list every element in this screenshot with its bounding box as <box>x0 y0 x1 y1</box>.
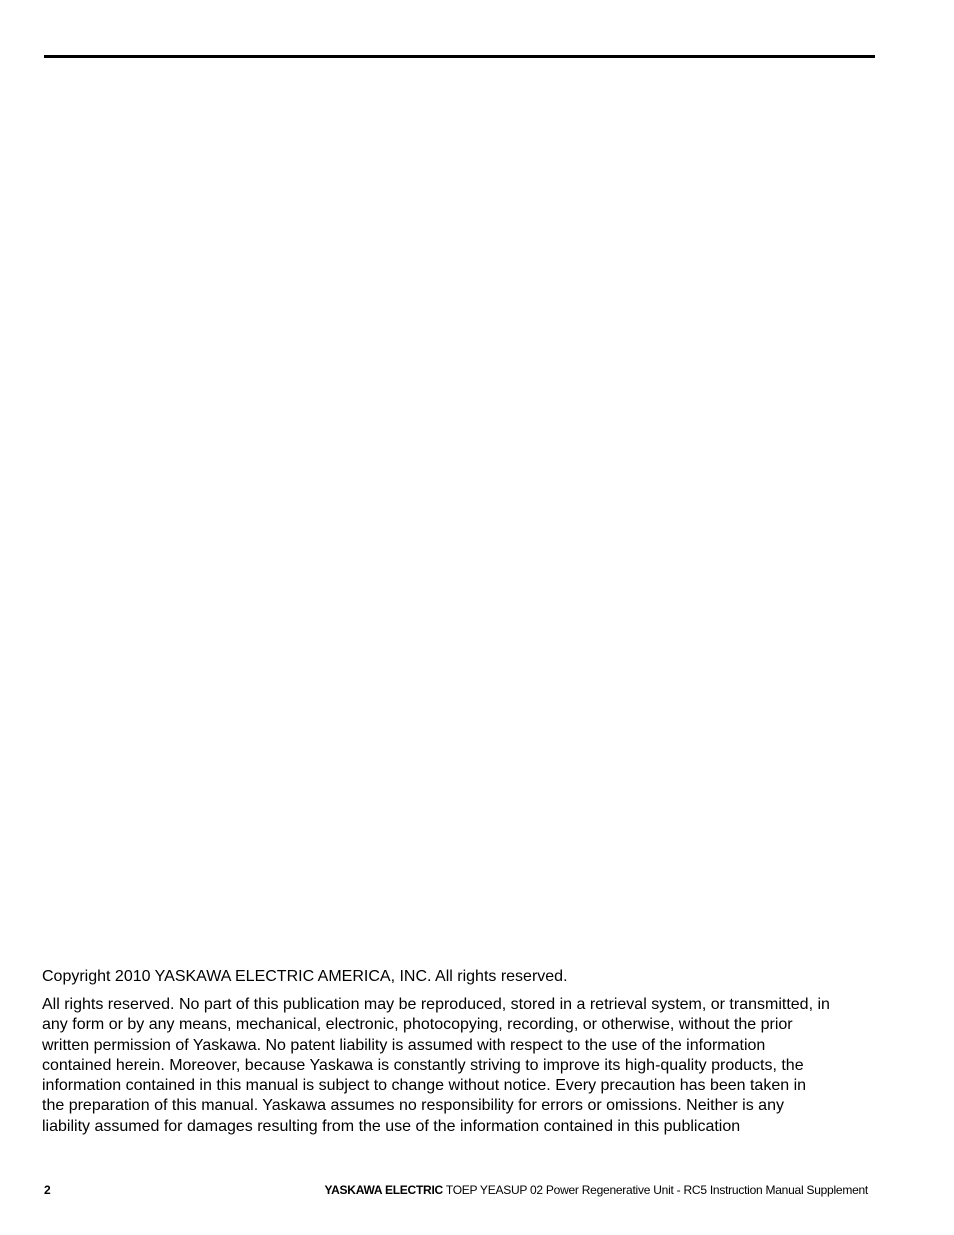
rights-paragraph-line: information contained in this manual is subject to change without notice. Every precaution has been taken in <box>42 1077 807 1095</box>
rights-paragraph-line: any form or by any means, mechanical, electronic, photocopying, recording, or otherwise, without the prior <box>42 1016 793 1034</box>
page-number: 2 <box>44 1183 51 1197</box>
rights-paragraph-line: contained herein. Moreover, because Yaskawa is constantly striving to improve its high-quality products, the <box>42 1056 804 1074</box>
copyright-block <box>42 967 882 1137</box>
copyright-line: Copyright 2010 YASKAWA ELECTRIC AMERICA, INC. All rights reserved. <box>42 968 568 985</box>
rights-paragraph-line: written permission of Yaskawa. No patent liability is assumed with respect to the use of the information <box>42 1036 766 1054</box>
rights-paragraph <box>42 995 882 1137</box>
footer-title <box>324 1182 868 1198</box>
rights-paragraph-line: the preparation of this manual. Yaskawa assumes no responsibility for errors or omissions. Neither is any <box>42 1097 784 1115</box>
header-rule <box>44 55 875 58</box>
page-footer <box>0 1182 954 1198</box>
rights-paragraph-line: All rights reserved. No part of this publication may be reproduced, stored in a retrieval system, or transmitted, in <box>42 996 830 1013</box>
footer-brand: YASKAWA ELECTRIC <box>324 1183 443 1197</box>
footer-manual-title: TOEP YEASUP 02 Power Regenerative Unit - RC5 Instruction Manual Supplement <box>445 1183 868 1197</box>
rights-paragraph-line: liability assumed for damages resulting from the use of the information contained in this publication <box>42 1117 741 1135</box>
